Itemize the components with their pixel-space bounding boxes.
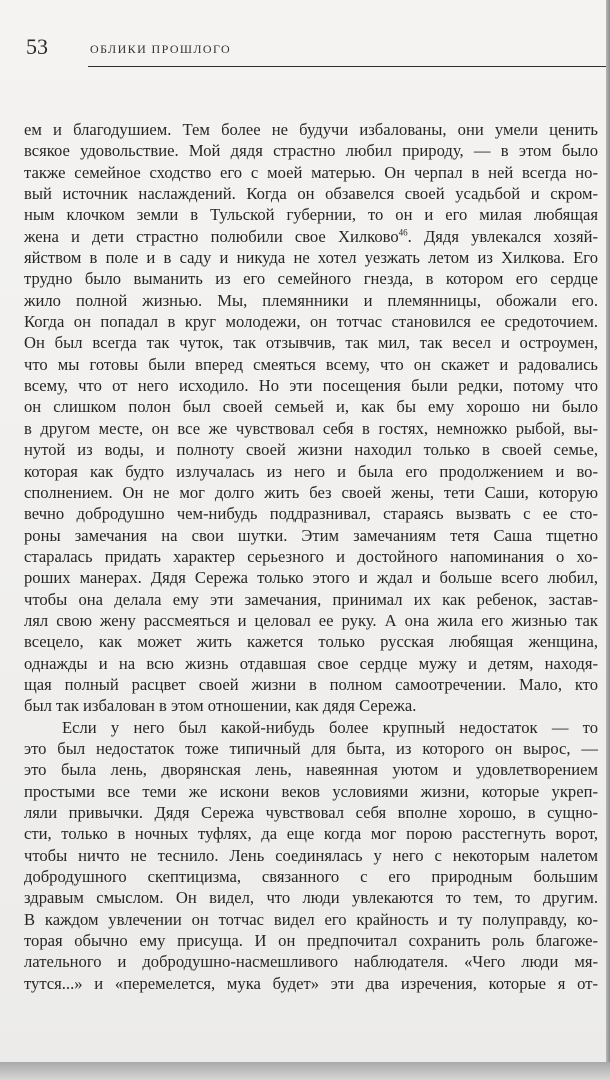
text-line: щая полный расцвет своей жизни в полном самоотречении. Мало, кто — [24, 674, 598, 694]
text-line: это был недостаток тоже типичный для быта, из которого он вырос, — — [24, 738, 598, 758]
text-line-with-footnote — [24, 226, 598, 247]
text-line: тутся...» и «перемелется, мука будет» эти два изречения, которые я от- — [24, 973, 598, 993]
running-head: ОБЛИКИ ПРОШЛОГО — [90, 42, 232, 56]
body-text — [24, 119, 598, 994]
footnote-reference[interactable]: 46 — [398, 227, 408, 238]
text-line: простыми все теми же искони веков условиями жизни, которые укреп- — [24, 781, 598, 801]
page-bottom-shadow — [0, 1062, 610, 1080]
text-line: роших манерах. Дядя Сережа только этого и ждал и больше всего любил, — [24, 568, 598, 588]
page-header — [26, 34, 594, 74]
text-line: это была лень, дворянская лень, навеянная уютом и удовлетворением — [24, 760, 598, 780]
text-segment: . Дядя увлекался хозяй- — [407, 226, 598, 246]
text-line: ем и благодушием. Тем более не будучи избалованы, они умели ценить — [24, 120, 598, 139]
header-rule — [88, 66, 610, 67]
paragraph-start-line: Если у него был какой-нибудь более крупный недостаток — то — [62, 717, 598, 737]
paragraph-end-line: был так избалован в этом отношении, как дядя Сережа. — [24, 696, 417, 716]
text-line: также семейное сходство его с моей матерью. Он черпал в ней всегда но- — [24, 162, 598, 182]
text-line: чтобы она делала ему эти замечания, принимал их как ребенок, застав- — [24, 589, 598, 609]
text-line: всякое удовольствие. Мой дядя страстно любил природу, — в этом было — [24, 141, 598, 161]
text-line: всецело, как может жить кажется только русская любящая женщина, — [24, 632, 598, 652]
text-line: Когда он попадал в круг молодежи, он тотчас становился ее средоточием. — [24, 312, 598, 332]
text-line: чтобы ничто не теснило. Лень соединялась у него с некоторым налетом — [24, 845, 598, 865]
text-line: однажды и на всю жизнь отдавшая свое сердце мужу и детям, находя- — [24, 653, 598, 673]
text-line: всему, что от него исходило. Но эти посещения были редки, потому что — [24, 376, 598, 396]
text-line: которая как будто излучалась из него и была его продолжением и во- — [24, 461, 598, 481]
text-line: жило полной жизнью. Мы, племянники и племянницы, обожали его. — [24, 290, 598, 310]
text-line: яйством в поле и в саду и никуда не хотел уезжать летом из Хилкова. Его — [24, 248, 598, 268]
text-line: сти, только в ночных туфлях, да еще когда мог порою расстегнуть ворот, — [24, 824, 598, 844]
text-line: торая обычно ему присуща. И он предпочитал сохранить роль благоже- — [24, 931, 598, 951]
text-line: старалась придать характер серьезного и достойного напоминания о хо- — [24, 546, 598, 566]
text-line: вечно добродушно чем-нибудь поддразнивал, стараясь вызвать с ее сто- — [24, 504, 598, 524]
text-segment: жена и дети страстно полюбили свое Хилково — [24, 226, 399, 246]
text-line: он слишком полон был своей семьей и, как бы ему хорошо ни было — [24, 397, 598, 417]
text-line: ляли привычки. Дядя Сережа чувствовал себя вполне хорошо, в сущно- — [24, 803, 598, 822]
text-line: сполнением. Он не мог долго жить без своей жены, тети Саши, которую — [24, 482, 598, 502]
page-number: 53 — [26, 34, 48, 59]
page-edge — [606, 0, 610, 1080]
text-line: ным клочком земли в Тульской губернии, то он и его милая любящая — [24, 205, 598, 225]
text-line: В каждом увлечении он тотчас видел его крайность и ту полуправду, ко- — [24, 909, 598, 929]
text-line: добродушного скептицизма, связанного с его природным большим — [24, 867, 598, 887]
text-line: нутой из воды, и полноту своей жизни находил только в своей семье, — [24, 440, 598, 460]
text-line: трудно было выманить из его семейного гнезда, в котором его сердце — [24, 269, 598, 289]
text-line: здравым смыслом. Он видел, что люди увлекаются то тем, то другим. — [24, 888, 598, 908]
text-line: Он был всегда так чуток, так отзывчив, так мил, так весел и остроумен, — [24, 333, 598, 353]
text-line: что мы готовы были вперед смеяться всему, что он скажет и радовались — [24, 354, 598, 374]
text-line: лательного и добродушно-насмешливого наблюдателя. «Чего люди мя- — [24, 952, 598, 972]
text-line: в другом месте, он все же чувствовал себя в гостях, немножко рыбой, вы- — [24, 418, 598, 438]
text-line: роны замечания на свои шутки. Этим замечаниям тетя Саша тщетно — [24, 525, 598, 545]
text-line: лял свою жену рассмеяться и целовал ее руку. А она жила его жизнью так — [24, 610, 598, 630]
text-line: вый источник наслаждений. Когда он обзавелся своей усадьбой и скром- — [24, 184, 598, 204]
